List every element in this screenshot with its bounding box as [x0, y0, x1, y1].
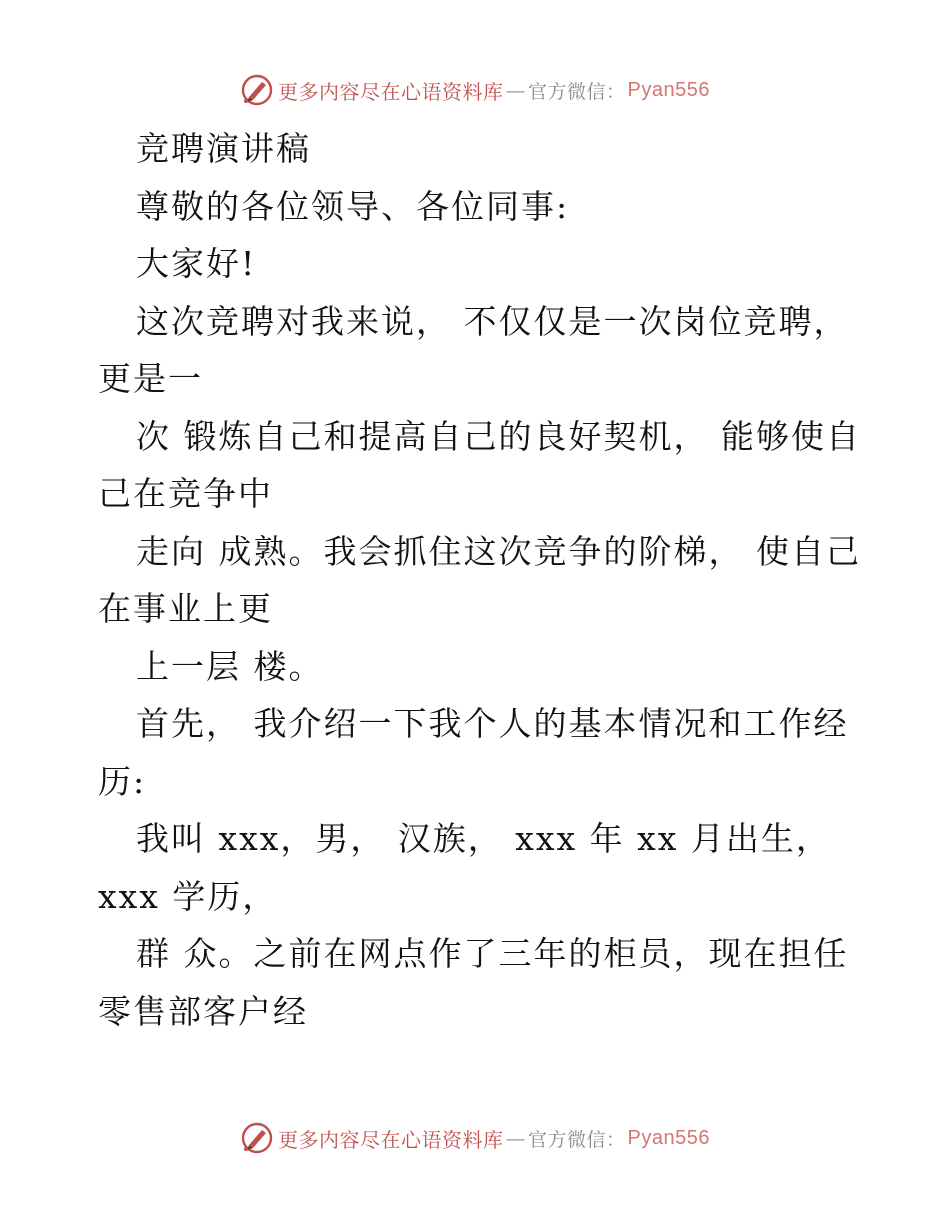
footer-banner — [0, 1118, 950, 1158]
pen-logo-icon — [240, 1121, 274, 1155]
text-line: 己在竞争中 — [98, 474, 273, 513]
text-line: 尊敬的各位领导、各位同事: — [136, 186, 570, 226]
document-body — [98, 120, 861, 1040]
text-line: 上一层 楼。 — [136, 646, 324, 686]
text-line: 走向 成熟。我会抓住这次竞争的阶梯， 使自己 — [136, 531, 861, 571]
banner-main-text: 更多内容尽在心语资料库 — [278, 79, 504, 104]
pen-logo-icon — [240, 73, 274, 107]
banner-handle: Pyan556 — [627, 78, 710, 101]
banner-wechat-label: 官方微信： — [528, 1128, 626, 1151]
text-line: xxx 学历， — [98, 876, 278, 916]
text-line: 首先， 我介绍一下我个人的基本情况和工作经 — [136, 704, 849, 743]
banner-wechat-label: 官方微信： — [528, 80, 626, 103]
banner-handle: Pyan556 — [627, 1126, 710, 1149]
text-line: 我叫 xxx，男， 汉族， xxx 年 xx 月出生， — [136, 819, 831, 858]
text-line: 群 众。之前在网点作了三年的柜员，现在担任 — [136, 934, 849, 973]
text-line: 更是一 — [98, 359, 203, 398]
text-line: 次 锻炼自己和提高自己的良好契机， 能够使自 — [136, 416, 861, 456]
banner-separator: — — [505, 78, 526, 102]
text-line: 历: — [98, 761, 147, 801]
banner-main-text: 更多内容尽在心语资料库 — [278, 1127, 504, 1152]
text-line: 这次竞聘对我来说， 不仅仅是一次岗位竞聘， — [136, 301, 849, 341]
header-banner — [0, 70, 950, 110]
text-line: 大家好! — [136, 244, 257, 283]
banner-separator: — — [505, 1126, 526, 1150]
text-line: 在事业上更 — [98, 589, 273, 628]
text-line: 零售部客户经 — [98, 991, 308, 1031]
text-line: 竞聘演讲稿 — [136, 129, 311, 168]
